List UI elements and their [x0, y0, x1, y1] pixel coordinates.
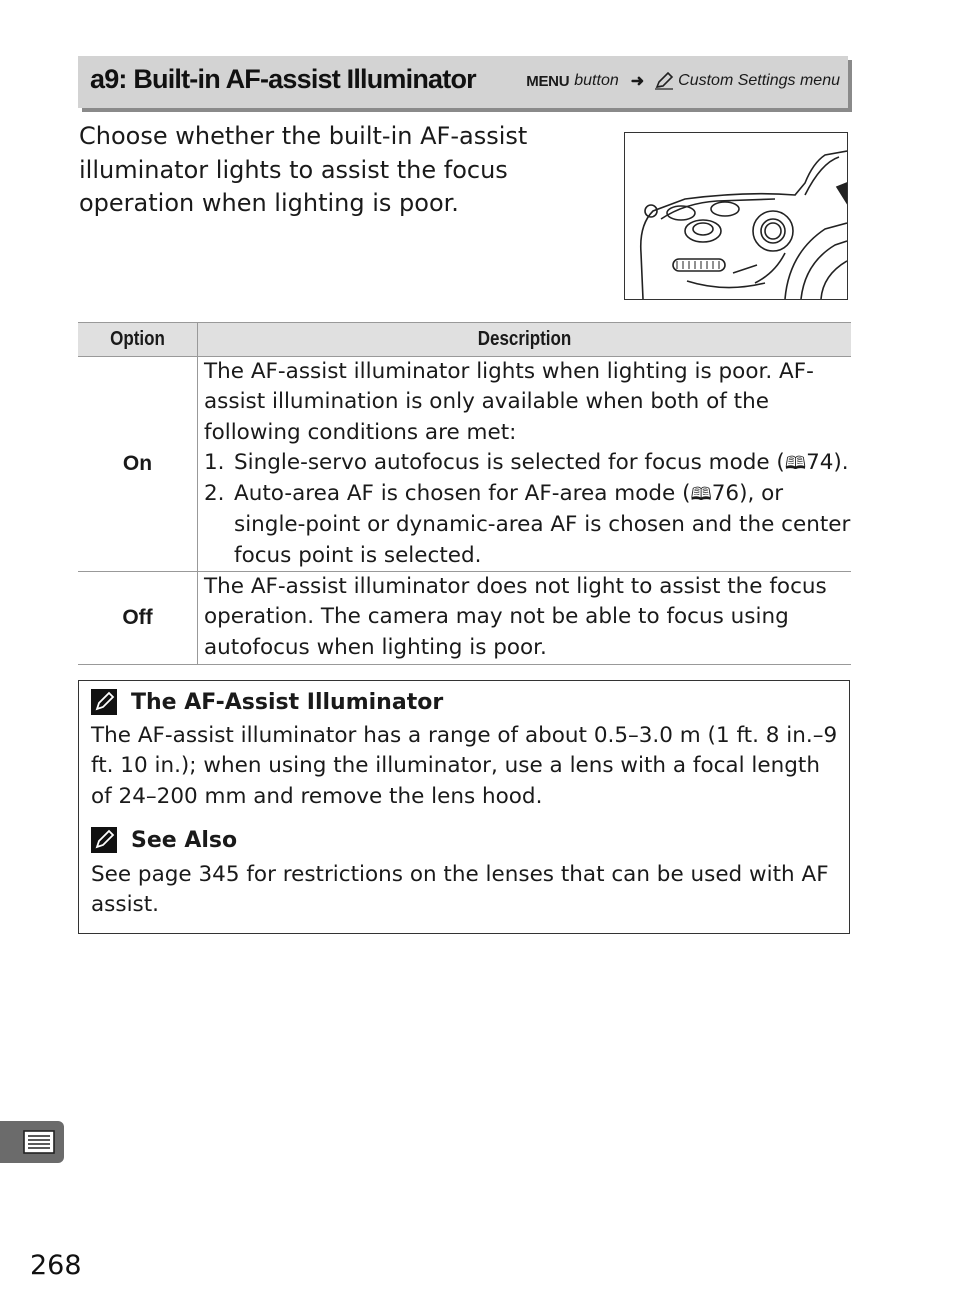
- note-pencil-icon: [91, 689, 117, 715]
- table-row: [78, 572, 851, 665]
- table-row: [78, 357, 851, 572]
- menu-path: [526, 71, 840, 91]
- list-text: [234, 479, 851, 571]
- page-ref: 76: [711, 481, 740, 507]
- note-text: The AF-assist illuminator has a range of about 0.5–3.0 m (1 ft. 8 in.–9 ft. 10 in.); when using the illuminator, use a lens with a focal length of 24–200 mm and remove the lens hood.: [91, 723, 838, 809]
- list-text-before: Single-servo autofocus is selected for focus mode (: [234, 449, 785, 475]
- list-text-after: ).: [833, 449, 849, 475]
- page-ref: 74: [806, 449, 834, 475]
- note-heading: [91, 827, 237, 853]
- menu-guide-tab[interactable]: [0, 1121, 64, 1163]
- book-icon: 🕮: [784, 452, 807, 474]
- book-icon: 🕮: [690, 484, 712, 506]
- menu-key-label: MENU: [526, 72, 570, 90]
- note-pencil-icon: [91, 827, 117, 853]
- list-item: [204, 448, 851, 479]
- note-title: See Also: [131, 827, 238, 853]
- intro-text: Choose whether the built-in AF-assist illuminator lights to assist the focus operation when lighting is poor.: [79, 122, 528, 217]
- header-description-label: Description: [477, 328, 572, 350]
- options-table: [78, 322, 851, 665]
- menu-list-icon: [0, 1121, 64, 1163]
- list-text-after: ), or single-point or dynamic-area AF is chosen and the center focus point is selected.: [234, 481, 851, 568]
- button-text: button: [574, 72, 619, 89]
- description-cell: The AF-assist illuminator does not light to assist the focus operation. The camera may not be able to focus using autofocus when lighting is poor.: [204, 574, 827, 660]
- list-item: [204, 479, 851, 571]
- page-number: 268: [30, 1250, 82, 1281]
- note-title: The AF-Assist Illuminator: [131, 689, 444, 715]
- list-text-before: Auto-area AF is chosen for AF-area mode (: [234, 481, 691, 507]
- description-text: The AF-assist illuminator lights when lighting is poor. AF-assist illumination is only available when both of the following conditions are met:: [204, 359, 814, 445]
- section-title: a9: Built-in AF-assist Illuminator: [90, 64, 476, 94]
- note-heading: [91, 689, 443, 715]
- menu-name: Custom Settings menu: [678, 72, 840, 89]
- table-header: [78, 322, 851, 357]
- list-text: [234, 448, 851, 479]
- header-cell-description: [198, 323, 851, 356]
- option-cell: Off: [78, 572, 198, 664]
- camera-illustration: [624, 132, 848, 300]
- pencil-icon: [654, 72, 674, 90]
- list-number: 1.: [204, 449, 225, 475]
- list-number: 2.: [204, 481, 225, 507]
- header-cell-option: [78, 323, 198, 356]
- arrow-icon: ➜: [630, 73, 645, 90]
- note-box: [78, 680, 850, 934]
- header-option-label: Option: [110, 328, 165, 350]
- camera-drawing: [625, 133, 847, 299]
- option-cell: On: [78, 357, 198, 571]
- note-text: See page 345 for restrictions on the lenses that can be used with AF assist.: [91, 862, 829, 918]
- section-header: [78, 56, 848, 108]
- description-cell: [198, 357, 851, 571]
